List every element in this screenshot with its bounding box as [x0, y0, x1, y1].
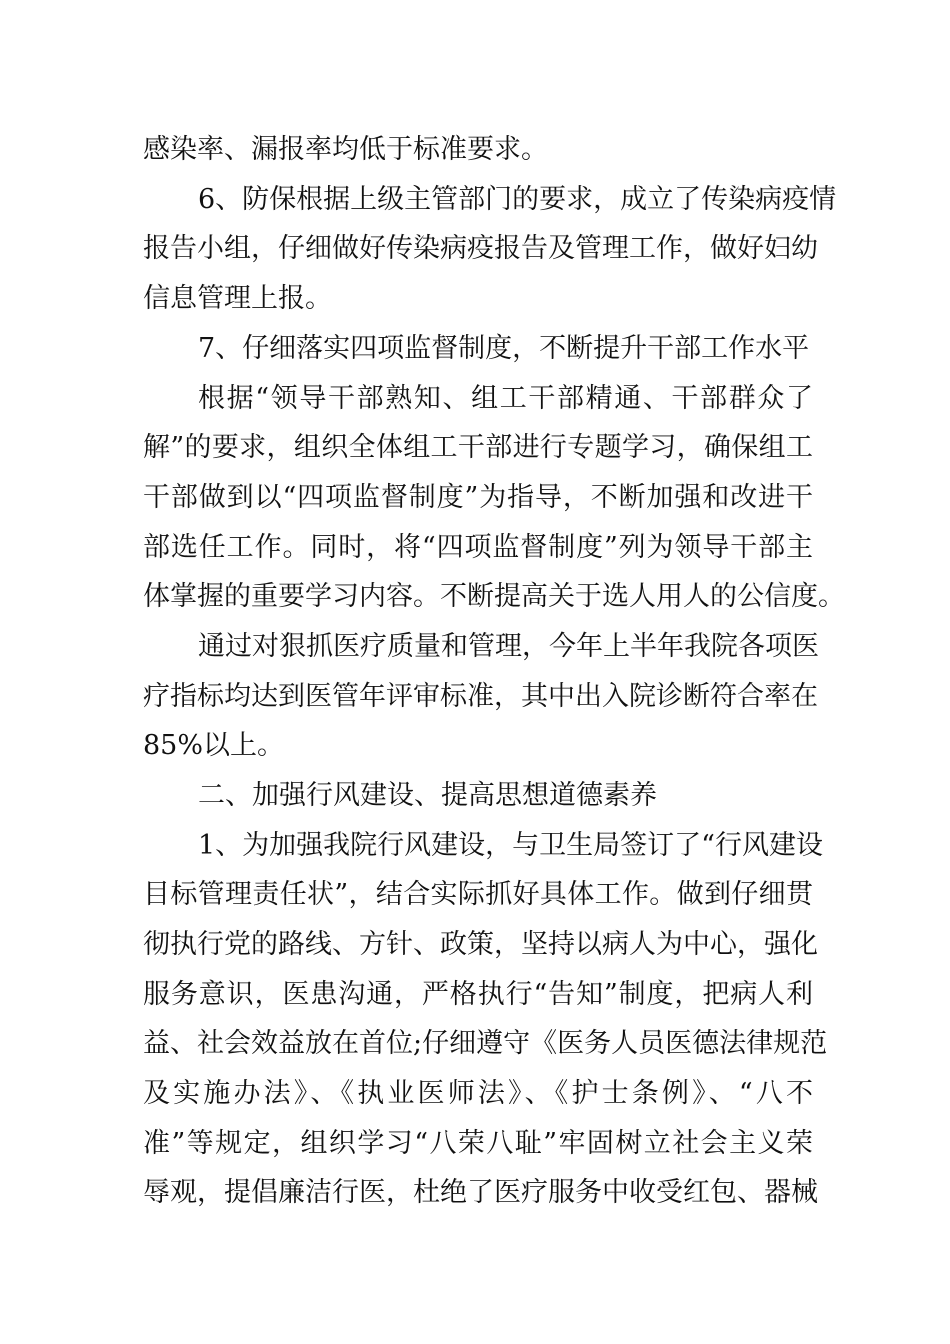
text-line: 85%以上。 — [143, 730, 285, 761]
text-line: 7、仔细落实四项监督制度，不断提升干部工作水平 — [198, 333, 810, 364]
text-line: 6、防保根据上级主管部门的要求，成立了传染病疫情 — [198, 184, 837, 215]
text-line: 准”等规定，组织学习“八荣八耻”牢固树立社会主义荣 — [143, 1128, 813, 1159]
text-line: 辱观，提倡廉洁行医，杜绝了医疗服务中收受红包、器械 — [143, 1177, 818, 1208]
text-line: 目标管理责任状”，结合实际抓好具体工作。做到仔细贯 — [143, 879, 813, 910]
text-line: 及实施办法》、《执业医师法》、《护士条例》、“八不 — [143, 1078, 813, 1109]
text-line: 根据“领导干部熟知、组工干部精通、干部群众了 — [198, 383, 813, 414]
text-line: 报告小组，仔细做好传染病疫报告及管理工作，做好妇幼 — [143, 233, 818, 264]
text-line: 信息管理上报。 — [143, 283, 332, 314]
text-line: 干部做到以“四项监督制度”为指导，不断加强和改进干 — [143, 482, 813, 513]
text-line: 1、为加强我院行风建设，与卫生局签订了“行风建设 — [198, 830, 823, 861]
text-line: 感染率、漏报率均低于标准要求。 — [143, 134, 548, 165]
section-heading: 二、加强行风建设、提高思想道德素养 — [198, 780, 657, 811]
text-line: 益、社会效益放在首位;仔细遵守《医务人员医德法律规范 — [143, 1028, 828, 1059]
text-line: 彻执行党的路线、方针、政策，坚持以病人为中心，强化 — [143, 929, 818, 960]
text-line: 通过对狠抓医疗质量和管理，今年上半年我院各项医 — [198, 631, 819, 662]
text-line: 解”的要求，组织全体组工干部进行专题学习，确保组工 — [143, 432, 813, 463]
text-line: 部选任工作。同时，将“四项监督制度”列为领导干部主 — [143, 532, 813, 563]
text-line: 体掌握的重要学习内容。不断提高关于选人用人的公信度。 — [143, 581, 845, 612]
text-line: 疗指标均达到医管年评审标准，其中出入院诊断符合率在 — [143, 681, 818, 712]
text-line: 服务意识，医患沟通，严格执行“告知”制度，把病人利 — [143, 979, 813, 1010]
